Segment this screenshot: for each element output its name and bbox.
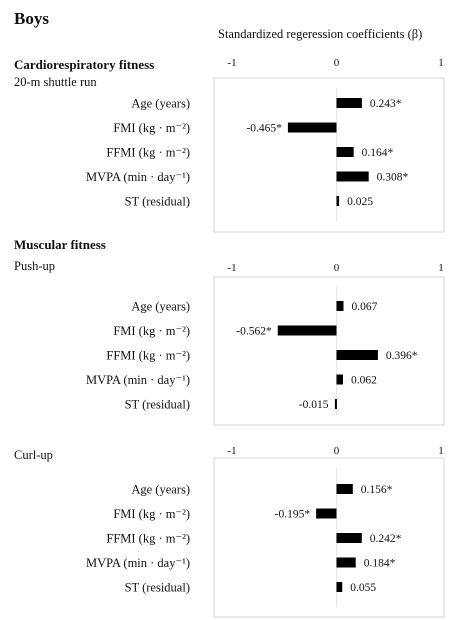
panel-3-bar [337,533,362,543]
panel-1-category-label: MVPA (min · day⁻¹) [86,170,190,184]
panel-1-plot-frame [214,78,444,232]
panel-3-bar [337,558,356,568]
panel-1-category-label: FFMI (kg · m⁻²) [106,145,190,160]
panel-3-data-label: -0.195* [274,508,311,521]
panel-2-bar [278,326,337,336]
panel-1-data-label: 0.308* [376,171,409,184]
panel-1-category-label: FMI (kg · m⁻²) [113,121,190,135]
panel-3-plot-frame [214,458,444,617]
panel-3-data-label: 0.184* [363,557,396,570]
panel-1-x-tick-label: 0 [333,57,340,69]
panel-1-data-label: 0.243* [369,98,402,110]
panel-3-bar [316,509,336,519]
panel-1-x-tick-label: 1 [438,57,444,69]
panel-2-category-label: Age (years) [131,299,190,314]
panel-2-x-tick-label: 0 [333,262,340,274]
panel-1-title: 20-m shuttle run [14,75,97,89]
panel-3-bar [337,582,343,592]
panel-2-bar [337,375,343,385]
panel-2-data-label: -0.562* [236,325,272,338]
panel-2-bar [337,301,344,311]
panel-1-bar [288,123,337,133]
panel-2-data-label: 0.067 [351,301,378,313]
panel-2-category-label: FFMI (kg · m⁻²) [106,348,190,363]
panel-1-bar [337,172,369,182]
figure-heading: Boys [14,9,49,28]
panel-2-data-label: -0.015 [298,399,329,411]
panel-1-category-label: ST (residual) [124,194,190,209]
panel-3-category-label: FFMI (kg · m⁻²) [106,531,190,546]
panel-2-x-tick-label: -1 [227,262,237,274]
panel-3-title: Curl-up [14,448,53,462]
section-title-muscular: Muscular fitness [14,237,106,252]
panel-1-x-tick-label: -1 [227,57,237,69]
panel-2-bar [335,399,337,409]
panel-2-bar [337,350,378,360]
panel-2-category-label: FMI (kg · m⁻²) [113,324,190,338]
panel-3-category-label: Age (years) [131,482,190,497]
section-title-cardiorespiratory: Cardiorespiratory fitness [14,57,155,72]
panel-2-x-tick-label: 1 [438,262,444,274]
panel-2-data-label: 0.396* [385,350,418,362]
panel-3-bar [337,484,353,494]
axis-title: Standardized regeression coefficients (β) [218,27,423,41]
panel-3-data-label: 0.242* [369,533,402,545]
panel-1-bar [337,196,340,206]
panel-3-x-tick-label: 1 [438,445,444,457]
panel-3-category-label: FMI (kg · m⁻²) [113,507,190,521]
panel-1-data-label: -0.465* [246,122,282,135]
panel-2-data-label: 0.062 [350,374,377,387]
panel-3-category-label: ST (residual) [124,580,190,595]
panel-3-x-tick-label: 0 [333,445,340,457]
panel-3-data-label: 0.055 [350,582,377,594]
panel-1-bar [337,98,362,108]
panel-3-category-label: MVPA (min · day⁻¹) [86,556,190,570]
panel-2-title: Push-up [14,259,55,273]
panel-3-data-label: 0.156* [360,484,393,496]
panel-2-category-label: MVPA (min · day⁻¹) [86,373,190,387]
panel-1-category-label: Age (years) [131,96,190,111]
panel-1-bar [337,147,354,157]
panel-1-data-label: 0.164* [361,147,394,159]
panel-1-data-label: 0.025 [347,196,373,208]
panel-3-x-tick-label: -1 [227,445,237,457]
panel-2-category-label: ST (residual) [124,397,190,412]
